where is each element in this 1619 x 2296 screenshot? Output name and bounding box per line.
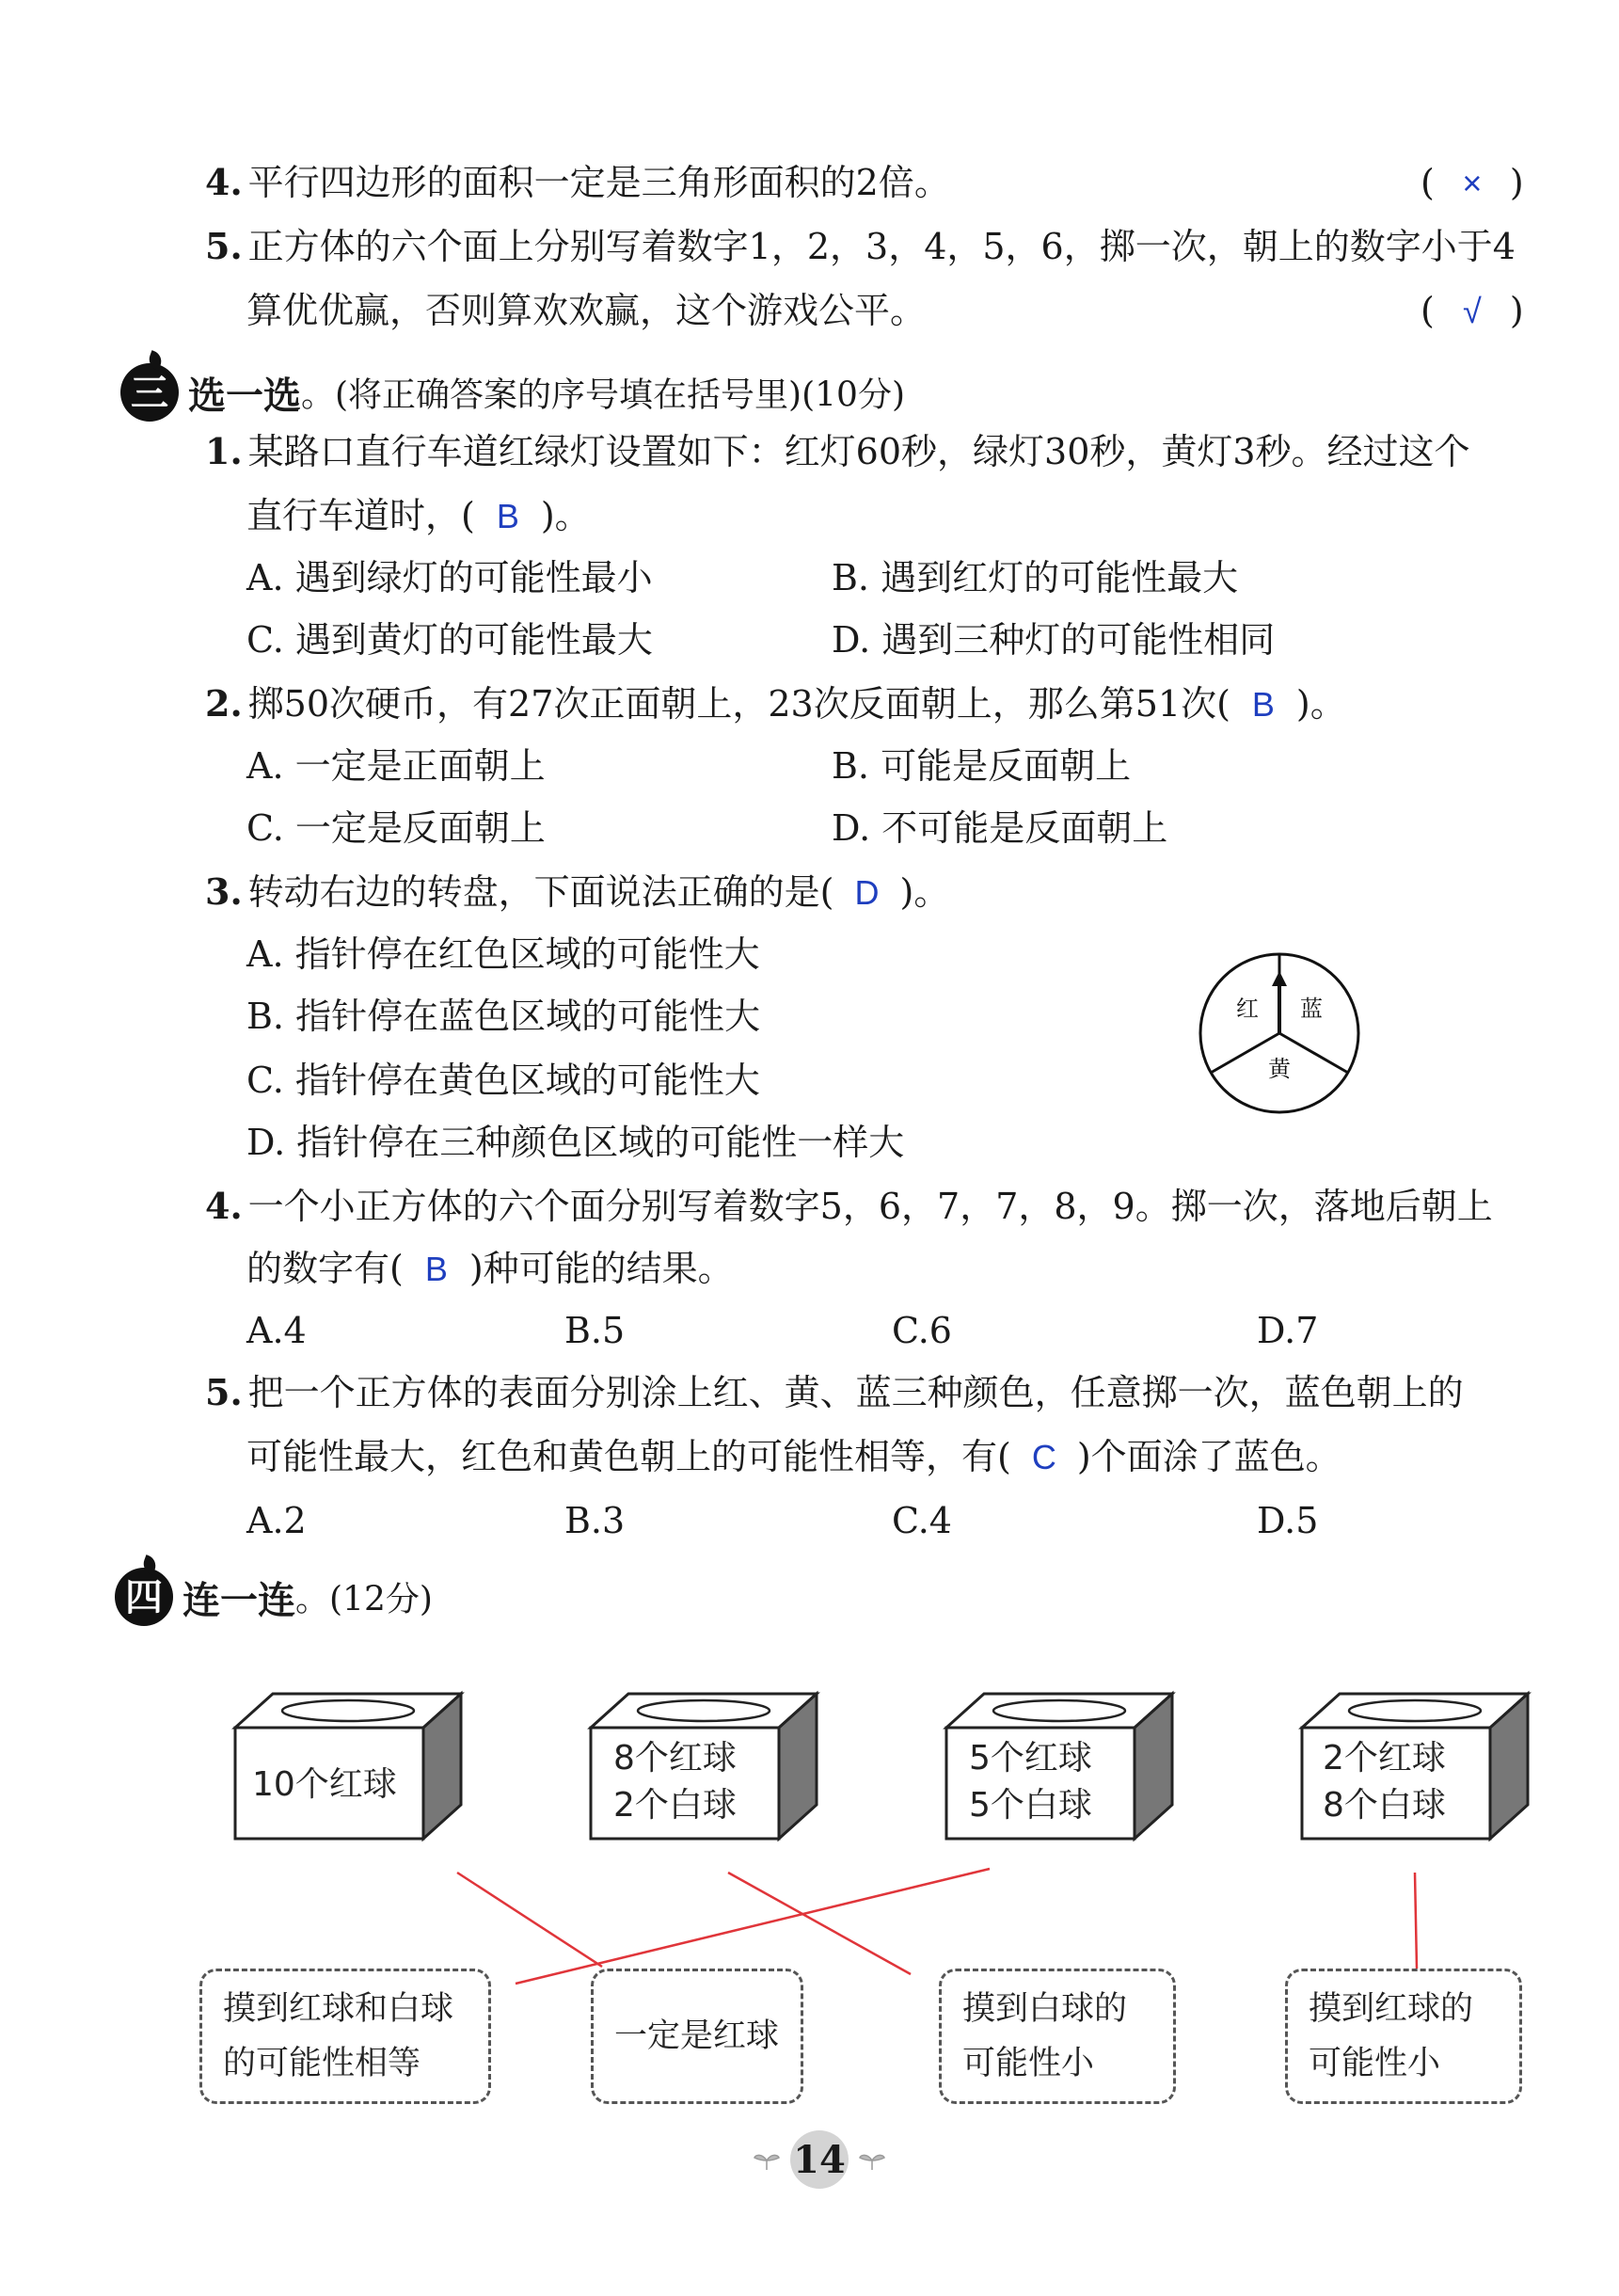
- question-text: 掷50次硬币，有27次正面朝上，23次反面朝上，那么第51次(: [247, 683, 1230, 725]
- option-c: C. 一定是反面朝上: [246, 807, 546, 849]
- option-a: A. 一定是正面朝上: [246, 745, 546, 787]
- item-text: 平行四边形的面积一定是三角形面积的2倍。: [247, 162, 950, 203]
- question-text: 可能性最大，红色和黄色朝上的可能性相等，有(: [246, 1436, 1011, 1477]
- box-label-line: 2个白球: [613, 1786, 737, 1825]
- sprout-right-icon: [858, 2149, 886, 2172]
- card-line: 摸到红球的: [1309, 1990, 1474, 2028]
- option-b: B.5: [564, 1310, 626, 1351]
- page-number: 14: [790, 2130, 849, 2189]
- option-d: D. 指针停在三种颜色区域的可能性一样大: [246, 1122, 905, 1163]
- option-d: D. 不可能是反面朝上: [832, 807, 1168, 849]
- question-number: 4.: [205, 1185, 243, 1227]
- question-number: 1.: [205, 430, 243, 472]
- option-a: A.2: [246, 1500, 307, 1541]
- match-line-2: [728, 1873, 911, 1974]
- answer-mark: √: [1462, 292, 1482, 330]
- option-c: C. 指针停在黄色区域的可能性大: [246, 1060, 760, 1101]
- ball-box-4-label: [1323, 1735, 1446, 1829]
- question-text: 一个小正方体的六个面分别写着数字5，6，7，7，8，9。掷一次，落地后朝上: [247, 1186, 1493, 1227]
- section-title: 选一选: [188, 374, 301, 418]
- question-text: )种可能的结果。: [468, 1248, 734, 1289]
- question-text: )。: [899, 871, 950, 913]
- card-line: 摸到红球和白球: [223, 1990, 454, 2028]
- option-d: D. 遇到三种灯的可能性相同: [832, 619, 1276, 661]
- spinner-label-red: 红: [1236, 996, 1259, 1022]
- ball-box-1-label: [252, 1762, 397, 1809]
- question-text: 的数字有(: [246, 1248, 404, 1289]
- box-label-line: 8个白球: [1323, 1786, 1446, 1825]
- option-d: D.5: [1257, 1500, 1319, 1541]
- judge-answer-4: ( × ): [1421, 160, 1524, 206]
- box-label-line: 5个白球: [969, 1786, 1092, 1825]
- answer-letter: D: [854, 873, 880, 912]
- option-d: D.7: [1257, 1310, 1319, 1351]
- outcome-card-3: [939, 1969, 1176, 2104]
- card-line: 摸到白球的: [962, 1990, 1128, 2028]
- box-label-line: 10个红球: [252, 1765, 397, 1804]
- option-c: C. 遇到黄灯的可能性最大: [246, 619, 653, 661]
- card-line: 可能性小: [1309, 2045, 1441, 2082]
- question-text: )。: [540, 495, 591, 536]
- question-text: )。: [1295, 683, 1346, 725]
- card-line: 的可能性相等: [223, 2045, 421, 2082]
- item-number: 4.: [205, 161, 243, 203]
- answer-letter: B: [496, 497, 519, 535]
- card-line: 可能性小: [962, 2045, 1095, 2082]
- answer-letter: C: [1031, 1438, 1056, 1476]
- section-title: 连一连: [183, 1578, 295, 1622]
- outcome-card-1: [199, 1969, 491, 2104]
- box-label-line: 8个红球: [613, 1739, 737, 1778]
- match-line-4: [1415, 1873, 1417, 1969]
- option-a: A. 指针停在红色区域的可能性大: [246, 933, 760, 975]
- option-b: B.3: [564, 1500, 626, 1541]
- box-opening-icon: [993, 1700, 1125, 1721]
- section-note: 。(将正确答案的序号填在括号里)(10分): [301, 375, 905, 415]
- ball-box-2-label: [613, 1735, 737, 1829]
- option-c: C.4: [892, 1500, 952, 1541]
- box-label-line: 2个红球: [1323, 1739, 1446, 1778]
- spinner-label-yellow: 黄: [1268, 1056, 1291, 1082]
- section-badge-apple-icon: 三: [120, 363, 179, 422]
- item-number: 5.: [205, 225, 243, 267]
- question-number: 5.: [205, 1371, 243, 1413]
- section-badge-apple-icon: 四: [115, 1568, 173, 1626]
- item-text-line1: 正方体的六个面上分别写着数字1，2，3，4，5，6，掷一次，朝上的数字小于4: [247, 226, 1516, 267]
- section-note: 。(12分): [295, 1580, 433, 1619]
- judge-item-5-line2: 算优优赢，否则算欢欢赢，这个游戏公平。: [246, 290, 927, 331]
- option-b: B. 指针停在蓝色区域的可能性大: [246, 996, 761, 1037]
- option-b: B. 遇到红灯的可能性最大: [832, 557, 1239, 598]
- box-opening-icon: [638, 1700, 770, 1721]
- card-line: 一定是红球: [614, 2017, 780, 2055]
- box-label-line: 5个红球: [969, 1739, 1092, 1778]
- spinner-label-blue: 蓝: [1300, 996, 1323, 1022]
- answer-letter: B: [1251, 685, 1275, 724]
- question-number: 2.: [205, 682, 243, 725]
- question-text: )个面涂了蓝色。: [1076, 1436, 1341, 1477]
- answer-mark: ×: [1462, 164, 1483, 202]
- question-text: 转动右边的转盘，下面说法正确的是(: [247, 871, 834, 913]
- option-b: B. 可能是反面朝上: [832, 745, 1132, 787]
- question-number: 3.: [205, 870, 243, 913]
- sprout-left-icon: [753, 2149, 781, 2172]
- answer-letter: B: [424, 1250, 448, 1288]
- option-a: A.4: [246, 1310, 307, 1351]
- question-text: 直行车道时，(: [246, 495, 475, 536]
- box-opening-icon: [1349, 1700, 1481, 1721]
- option-c: C.6: [892, 1310, 952, 1351]
- outcome-card-2: [591, 1969, 803, 2104]
- outcome-card-4: [1285, 1969, 1522, 2104]
- option-a: A. 遇到绿灯的可能性最小: [246, 557, 653, 598]
- judge-answer-5: ( √ ): [1421, 288, 1524, 334]
- box-opening-icon: [282, 1700, 414, 1721]
- question-text: 某路口直行车道红绿灯设置如下：红灯60秒，绿灯30秒，黄灯3秒。经过这个: [247, 431, 1470, 472]
- question-text: 把一个正方体的表面分别涂上红、黄、蓝三种颜色，任意掷一次，蓝色朝上的: [247, 1372, 1464, 1413]
- ball-box-3-label: [969, 1735, 1092, 1829]
- match-line-1: [457, 1873, 602, 1967]
